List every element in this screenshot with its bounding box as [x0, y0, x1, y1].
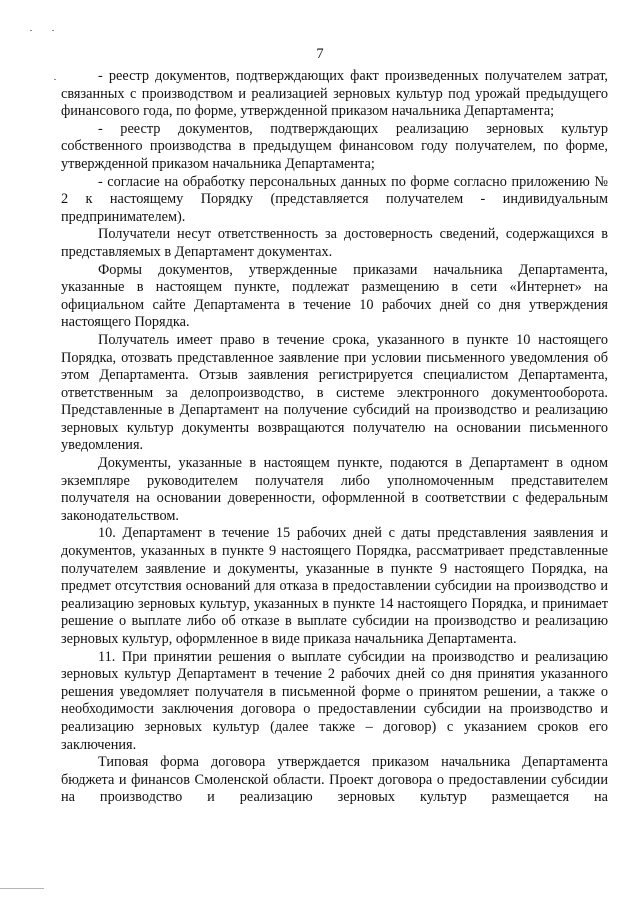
scan-artifact — [52, 30, 54, 31]
paragraph-item-10: 10. Департамент в течение 15 рабочих дней с даты представления заявления и документов, указанных в пункте 9 настоящего Порядка, рассматривает представленные получателем заявление и документы, указанные в пункте 9 настоящего Порядка, на предмет отсутствия оснований для отказа в предоставлении субсидии на производство и реализацию зерновых культур, указанных в пункте 14 настоящего Порядка, и принимает решение о выплате либо об отказе в выплате субсидии на производство и реализацию зерновых культур, оформленное в виде приказа начальника Департамента. — [61, 525, 608, 647]
paragraph-forms: Формы документов, утвержденные приказами начальника Департамента, указанные в настоящем пункте, подлежат размещению в сети «Интернет» на официальном сайте Департамента в течение 10 рабочих дней со дня утверждения настоящего Порядка. — [61, 261, 608, 331]
paragraph-withdrawal: Получатель имеет право в течение срока, указанного в пункте 10 настоящего Порядка, отозвать представленное заявление при условии письменного уведомления об этом Департамента. Отзыв заявления регистрируется специалистом Департамента, ответственным за делопроизводство, в системе электронного документооборота. Представленные в Департамент на получение субсидий на производство и реализацию зерновых культур документы возвращаются получателю на основании письменного уведомления. — [61, 331, 608, 454]
paragraph-registry-costs: - реестр документов, подтверждающих факт произведенных получателем затрат, связанных с производством и реализацией зерновых культур под урожай предыдущего финансового года, по форме, утвержденной приказом начальника Департамента; — [61, 68, 608, 120]
paragraph-item-11: 11. При принятии решения о выплате субсидии на производство и реализацию зерновых культур Департамент в течение 2 рабочих дней со дня принятия указанного решения уведомляет получателя в письменной форме о принятом решении, а также о необходимости заключения договора о предоставлении субсидии на производство и реализацию зерновых культур (далее также – договор) с указанием сроков его заключения. — [61, 648, 608, 753]
paragraph-registry-sales: - реестр документов, подтверждающих реализацию зерновых культур собственного производства в предыдущем финансовом году получателем, по форме, утвержденной приказом начальника Департамента; — [61, 120, 608, 172]
page-number: 7 — [316, 46, 324, 62]
footer-rule — [0, 888, 44, 889]
scan-artifact — [54, 79, 56, 80]
paragraph-consent: - согласие на обработку персональных данных по форме согласно приложению № 2 к настоящему Порядку (представляется получателем - индивидуальным предпринимателем). — [61, 173, 608, 225]
paragraph-submission: Документы, указанные в настоящем пункте, подаются в Департамент в одном экземпляре руководителем получателя либо уполномоченным представителем получателя на основании доверенности, оформленной в соответствии с федеральным законодательством. — [61, 455, 608, 524]
document-body — [61, 68, 608, 807]
paragraph-responsibility: Получатели несут ответственность за достоверность сведений, содержащихся в представляемых в Департамент документах. — [61, 226, 608, 260]
scan-artifact — [30, 30, 32, 31]
paragraph-contract-form: Типовая форма договора утверждается приказом начальника Департамента бюджета и финансов Смоленской области. Проект договора о предоставлении субсидии на производство и реализацию зерновых культур размещается на — [61, 754, 608, 806]
